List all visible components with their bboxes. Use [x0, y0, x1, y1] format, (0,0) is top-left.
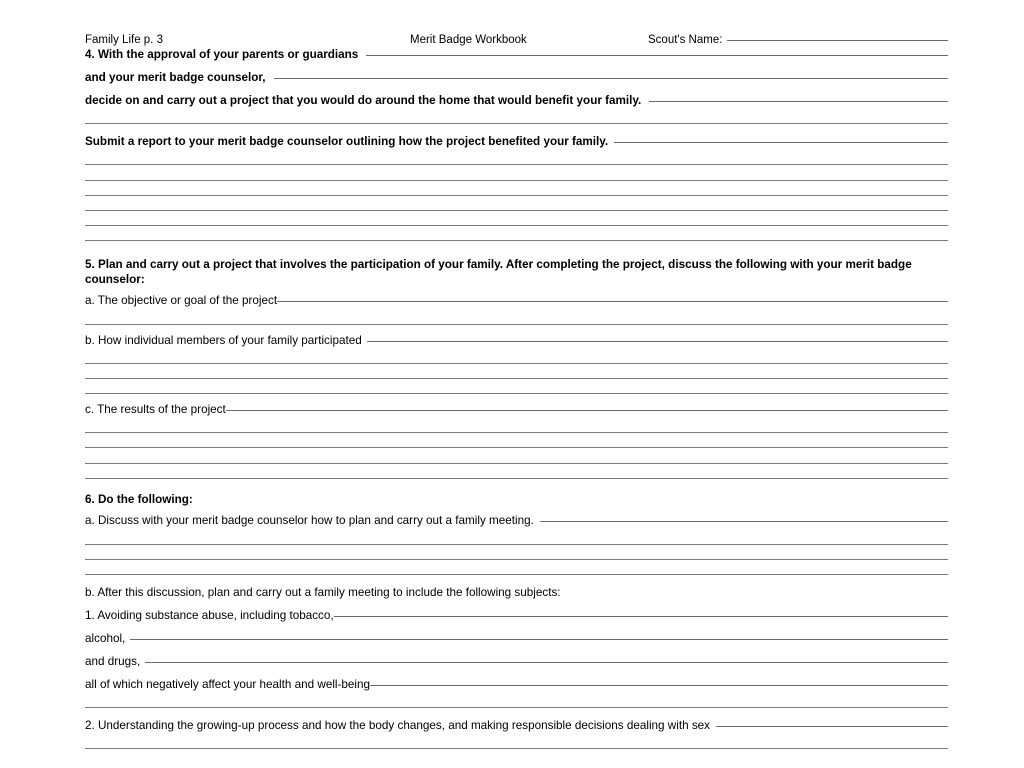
req6-subject-1-wellbeing-label: all of which negatively affect your health and well-being — [85, 677, 371, 691]
blank-writing-line[interactable] — [85, 544, 948, 545]
req5-item-b-rule[interactable] — [367, 341, 948, 342]
req4-report-line — [85, 134, 948, 149]
req4-line-3 — [85, 93, 948, 108]
req5-item-a-label: a. The objective or goal of the project — [85, 294, 278, 308]
req6-subject-2-rule[interactable] — [716, 726, 948, 727]
blank-writing-line[interactable] — [85, 463, 948, 464]
req4-intro-blank-lines — [85, 108, 948, 124]
req6-subject-1-drugs-label: and drugs, — [85, 654, 141, 668]
req6-subject-2 — [85, 718, 948, 733]
req4-report-blank-lines — [85, 149, 948, 241]
blank-writing-line[interactable] — [85, 180, 948, 181]
blank-writing-line[interactable] — [85, 195, 948, 196]
blank-writing-line[interactable] — [85, 559, 948, 560]
page-content — [85, 33, 948, 749]
req6-subject-1-wellbeing-rule[interactable] — [370, 685, 948, 686]
page-label: Family Life p. 3 — [85, 34, 163, 46]
req4-line-2-text: and your merit badge counselor, — [85, 71, 266, 84]
req6-subject-1-alcohol — [85, 631, 948, 646]
req6-item-b — [85, 585, 948, 600]
blank-writing-line[interactable] — [85, 210, 948, 211]
req5-item-c — [85, 402, 948, 417]
blank-writing-line[interactable] — [85, 378, 948, 379]
req5-prompt: 5. Plan and carry out a project that involves the participation of your family. After completing the project, discuss the following with your merit badge counselor: — [85, 258, 912, 286]
req6-subject-2-blank-lines — [85, 733, 948, 749]
req4-line-2-rule[interactable] — [274, 78, 948, 79]
req6-prompt: 6. Do the following: — [85, 492, 193, 506]
req6-subject-1-drugs — [85, 654, 948, 669]
req4-line-3-text: decide on and carry out a project that you would do around the home that would benefit your family. — [85, 94, 642, 107]
req6-item-b-label: b. After this discussion, plan and carry out a family meeting to include the following subjects: — [85, 585, 561, 599]
req5-item-b — [85, 333, 948, 348]
req4-report-text: Submit a report to your merit badge counselor outlining how the project benefited your family. — [85, 135, 609, 149]
req5-item-a-rule[interactable] — [277, 301, 948, 302]
req6-subject-1-drugs-rule[interactable] — [145, 662, 948, 663]
req5-item-c-blank-lines — [85, 417, 948, 479]
scout-name-label: Scout's Name: — [648, 34, 723, 46]
req4-line-1-text: 4. With the approval of your parents or guardians — [85, 48, 359, 61]
req6-item-a — [85, 513, 948, 528]
req6-subject-1-rule[interactable] — [334, 616, 948, 617]
req6-subject-1 — [85, 608, 948, 623]
req5-item-b-label: b. How individual members of your family participated — [85, 333, 362, 347]
req5-item-c-label: c. The results of the project — [85, 403, 226, 417]
req4-line-3-rule[interactable] — [649, 101, 948, 102]
req6-subject-1-label: 1. Avoiding substance abuse, including tobacco, — [85, 608, 334, 622]
blank-writing-line[interactable] — [85, 447, 948, 448]
requirement-4 — [85, 47, 948, 241]
req4-line-1-rule[interactable] — [366, 55, 948, 56]
req4-line-2 — [85, 70, 948, 85]
scout-name-field[interactable] — [648, 33, 948, 48]
req6-item-a-rule[interactable] — [540, 521, 948, 522]
req5-item-a-blank-lines — [85, 308, 948, 324]
blank-writing-line[interactable] — [85, 164, 948, 165]
scout-name-rule[interactable] — [727, 40, 948, 41]
page-header — [85, 33, 948, 48]
req6-item-a-blank-lines — [85, 528, 948, 575]
blank-writing-line[interactable] — [85, 748, 948, 749]
req4-line-1 — [85, 47, 948, 62]
req5-item-b-blank-lines — [85, 348, 948, 395]
req4-report-rule[interactable] — [614, 142, 948, 143]
req5-item-c-rule[interactable] — [226, 410, 948, 411]
blank-writing-line[interactable] — [85, 363, 948, 364]
blank-writing-line[interactable] — [85, 225, 948, 226]
req6-subject-1-alcohol-rule[interactable] — [130, 639, 948, 640]
requirement-6 — [85, 493, 948, 749]
requirement-5 — [85, 258, 948, 479]
blank-writing-line[interactable] — [85, 432, 948, 433]
req6-subject-1-blank-lines — [85, 692, 948, 708]
workbook-title: Merit Badge Workbook — [410, 34, 527, 46]
req5-item-a — [85, 293, 948, 308]
req6-subject-1-alcohol-label: alcohol, — [85, 631, 126, 645]
req6-subject-1-wellbeing — [85, 677, 948, 692]
req6-item-a-label: a. Discuss with your merit badge counselor how to plan and carry out a family meeting. — [85, 514, 534, 528]
req6-subject-2-label: 2. Understanding the growing-up process and how the body changes, and making responsible decisions dealing with sex — [85, 719, 711, 733]
